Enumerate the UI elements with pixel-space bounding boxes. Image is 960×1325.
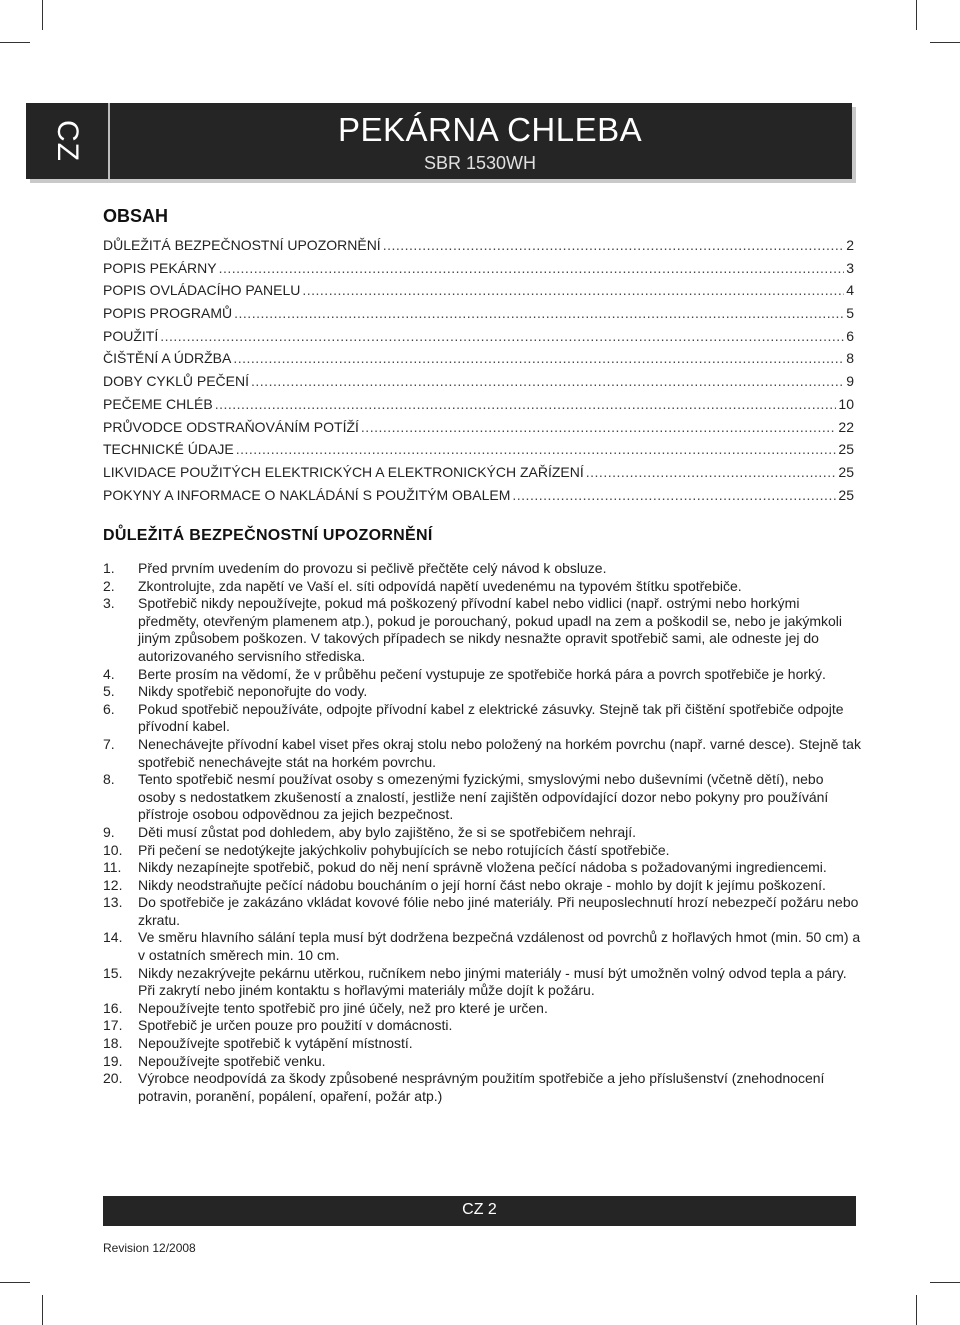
- safety-item-number: 20.: [103, 1070, 123, 1087]
- footer-bar: [103, 1196, 856, 1226]
- safety-item: [103, 877, 863, 895]
- toc-entry-label: POPIS PROGRAMŮ: [103, 305, 233, 322]
- safety-item-text: Nenechávejte přívodní kabel viset přes okraj stolu nebo položený na horkém povrchu (např. varné desce). Stejně tak spotřebič nenechávejte stát na horkém povrchu.: [138, 735, 861, 770]
- safety-item: [103, 842, 863, 860]
- toc-entry: [103, 464, 854, 487]
- toc-entry-page: 6: [846, 327, 854, 344]
- table-of-contents: [103, 237, 854, 509]
- safety-item-number: 9.: [103, 823, 115, 840]
- toc-leader-dots: [236, 441, 837, 457]
- toc-leader-dots: [383, 237, 845, 253]
- safety-item: [103, 771, 863, 824]
- safety-item-number: 15.: [103, 964, 123, 981]
- safety-item-text: Do spotřebiče je zakázáno vkládat kovové fólie nebo jiné materiály. Při neuposlechnutí hrozí nebezpečí požáru nebo zkratu.: [138, 894, 859, 928]
- crop-mark: [930, 1282, 960, 1283]
- toc-entry-label: POPIS OVLÁDACÍHO PANELU: [103, 282, 301, 299]
- page-number: CZ 2: [462, 1201, 497, 1218]
- toc-entry-label: LIKVIDACE POUŽITÝCH ELEKTRICKÝCH A ELEKTRONICKÝCH ZAŘÍZENÍ: [103, 463, 584, 480]
- safety-item-text: Zkontrolujte, zda napětí ve Vaší el. síti odpovídá napětí uvedenému na typovém štítku spotřebiče.: [138, 577, 742, 594]
- toc-leader-dots: [251, 373, 844, 389]
- safety-item-text: Nikdy nezapínejte spotřebič, pokud do něj není správně vložena pečící nádoba s požadovanými ingrediencemi.: [138, 859, 827, 876]
- toc-leader-dots: [233, 350, 844, 366]
- safety-item: [103, 929, 863, 964]
- safety-item: [103, 1000, 863, 1018]
- toc-entry-label: PRŮVODCE ODSTRAŇOVÁNÍM POTÍŽÍ: [103, 418, 359, 435]
- toc-entry-label: PEČEME CHLÉB: [103, 395, 213, 412]
- crop-mark: [930, 42, 960, 43]
- safety-item-text: Nikdy nezakrývejte pekárnu utěrkou, ručníkem nebo jinými materiály - musí být umožněn volný odvod tepla a páry. Při zakrytí nebo jiném kontaktu s hořlavými materiály může dojít k požáru.: [138, 964, 847, 999]
- toc-entry: [103, 487, 854, 510]
- safety-item-number: 3.: [103, 595, 115, 612]
- toc-leader-dots: [160, 328, 844, 344]
- toc-entry-label: POPIS PEKÁRNY: [103, 259, 217, 276]
- safety-item-number: 14.: [103, 929, 123, 946]
- safety-item: [103, 666, 863, 684]
- toc-entry-page: 4: [846, 282, 854, 299]
- safety-item-number: 19.: [103, 1052, 123, 1069]
- toc-entry-page: 25: [838, 486, 854, 503]
- safety-item-number: 12.: [103, 876, 123, 893]
- safety-item-text: Nepoužívejte tento spotřebič pro jiné účely, než pro které je určen.: [138, 999, 548, 1016]
- safety-item-number: 13.: [103, 894, 123, 911]
- safety-item-text: Při pečení se nedotýkejte jakýchkoliv pohybujících se nebo rotujících částí spotřebiče.: [138, 841, 670, 858]
- toc-leader-dots: [234, 305, 844, 321]
- safety-item-number: 5.: [103, 683, 115, 700]
- safety-item: [103, 1017, 863, 1035]
- toc-entry: [103, 350, 854, 373]
- safety-item-text: Výrobce neodpovídá za škody způsobené nesprávným použitím spotřebiče a jeho příslušenství (znehodnocení potravin, poranění, popálení, opaření, požár atp.): [138, 1070, 825, 1104]
- crop-mark: [42, 1295, 43, 1325]
- language-tab: [26, 103, 110, 179]
- safety-item-number: 10.: [103, 841, 123, 858]
- toc-entry-page: 2: [846, 237, 854, 253]
- toc-entry: [103, 237, 854, 260]
- safety-item-text: Děti musí zůstat pod dohledem, aby bylo zajištěno, že si se spotřebičem nehrají.: [138, 823, 637, 840]
- safety-item-text: Spotřebič je určen pouze pro použití v domácnosti.: [138, 1017, 453, 1034]
- toc-entry-page: 25: [838, 463, 854, 480]
- toc-entry: [103, 373, 854, 396]
- toc-entry-label: POUŽITÍ: [103, 327, 159, 344]
- revision-note: Revision 12/2008: [103, 1241, 196, 1255]
- safety-item-text: Před prvním uvedením do provozu si pečlivě přečtěte celý návod k obsluze.: [138, 560, 607, 576]
- safety-item: [103, 965, 863, 1000]
- toc-entry: [103, 328, 854, 351]
- toc-entry-label: POKYNY A INFORMACE O NAKLÁDÁNÍ S POUŽITÝM OBALEM: [103, 486, 511, 503]
- safety-item-text: Nikdy neodstraňujte pečící nádobu boucháním o její horní část nebo okraje - mohlo by dojít k jejímu poškození.: [138, 876, 826, 893]
- safety-item: [103, 1070, 863, 1105]
- safety-item: [103, 894, 863, 929]
- safety-item: [103, 1035, 863, 1053]
- toc-leader-dots: [512, 487, 836, 503]
- crop-mark: [916, 1295, 917, 1325]
- toc-entry-page: 25: [838, 441, 854, 458]
- toc-entry-page: 22: [838, 418, 854, 435]
- toc-entry-page: 9: [846, 373, 854, 390]
- safety-item-number: 8.: [103, 771, 115, 788]
- toc-entry: [103, 282, 854, 305]
- safety-item: [103, 683, 863, 701]
- toc-entry-page: 10: [838, 395, 854, 412]
- toc-leader-dots: [302, 282, 844, 298]
- crop-mark: [916, 0, 917, 30]
- toc-leader-dots: [586, 464, 837, 480]
- toc-entry: [103, 305, 854, 328]
- page-title: PEKÁRNA CHLEBA: [338, 111, 643, 148]
- safety-item-number: 16.: [103, 999, 123, 1016]
- toc-entry-label: ČIŠTĚNÍ A ÚDRŽBA: [103, 350, 232, 367]
- safety-item-number: 1.: [103, 560, 115, 576]
- safety-item-text: Nepoužívejte spotřebič venku.: [138, 1052, 326, 1069]
- safety-item: [103, 701, 863, 736]
- safety-item-text: Nepoužívejte spotřebič k vytápění místností.: [138, 1035, 413, 1052]
- safety-item-number: 2.: [103, 577, 115, 594]
- safety-list: [103, 560, 863, 1105]
- toc-entry-page: 8: [846, 350, 854, 367]
- safety-item-number: 18.: [103, 1035, 123, 1052]
- safety-item-text: Tento spotřebič nesmí používat osoby s omezenými fyzickými, smyslovými nebo duševními (včetně dětí), nebo osoby s nedostatkem zkušeností a znalostí, jestliže není zajištěn odpovídající dozor nebo pokyny pro používání přístroje osobou odpovědnou za jejich bezpečnost.: [138, 771, 829, 823]
- safety-item-number: 6.: [103, 700, 115, 717]
- safety-item-text: Spotřebič nikdy nepoužívejte, pokud má poškozený přívodní kabel nebo vidlici (např. ostrými nebo horkými předměty, otevřeným plamenem atp.), pokud je porouchaný, pokud upadl na zem a poškodil se, nebo je jakýmkoli jiným způsobem poškozen. V takových případech se nikdy nesnažte opravit spotřebič sami, ale odneste jej do autorizovaného servisního střediska.: [138, 595, 843, 664]
- safety-item: [103, 824, 863, 842]
- toc-entry-label: DŮLEŽITÁ BEZPEČNOSTNÍ UPOZORNĚNÍ: [103, 237, 381, 253]
- toc-entry-label: DOBY CYKLŮ PEČENÍ: [103, 373, 250, 390]
- toc-entry-label: TECHNICKÉ ÚDAJE: [103, 441, 234, 458]
- safety-item: [103, 1053, 863, 1071]
- toc-heading: OBSAH: [103, 206, 169, 226]
- language-code: CZ: [51, 120, 84, 162]
- safety-item: [103, 736, 863, 771]
- safety-item-number: 7.: [103, 735, 115, 752]
- safety-item-text: Nikdy spotřebič neponořujte do vody.: [138, 683, 368, 700]
- crop-mark: [42, 0, 43, 30]
- crop-mark: [0, 42, 30, 43]
- toc-entry-page: 3: [846, 259, 854, 276]
- toc-leader-dots: [361, 419, 837, 435]
- safety-item: [103, 859, 863, 877]
- toc-entry: [103, 441, 854, 464]
- toc-leader-dots: [215, 396, 837, 412]
- safety-item-number: 4.: [103, 665, 115, 682]
- toc-entry: [103, 260, 854, 283]
- toc-entry: [103, 396, 854, 419]
- safety-item: [103, 560, 863, 578]
- safety-item-text: Pokud spotřebič nepoužíváte, odpojte přívodní kabel z elektrické zásuvky. Stejně tak při čištění spotřebiče odpojte přívodní kabel.: [138, 700, 844, 735]
- safety-heading: DŮLEŽITÁ BEZPEČNOSTNÍ UPOZORNĚNÍ: [103, 527, 433, 544]
- model-number: SBR 1530WH: [424, 153, 537, 173]
- page-header: [26, 103, 852, 179]
- safety-item: [103, 595, 863, 665]
- safety-item-number: 11.: [103, 859, 122, 876]
- safety-item-text: Ve směru hlavního sálání tepla musí být dodržena bezpečná vzdálenost od povrchů z hořlavých hmot (min. 50 cm) a v ostatních směrech min. 10 cm.: [138, 929, 861, 964]
- toc-entry: [103, 419, 854, 442]
- safety-item-text: Berte prosím na vědomí, že v průběhu pečení vystupuje ze spotřebiče horká pára a povrch spotřebiče je horký.: [138, 665, 826, 682]
- safety-item: [103, 578, 863, 596]
- toc-entry-page: 5: [846, 305, 854, 322]
- safety-item-number: 17.: [103, 1017, 123, 1034]
- crop-mark: [0, 1282, 30, 1283]
- toc-leader-dots: [219, 260, 845, 276]
